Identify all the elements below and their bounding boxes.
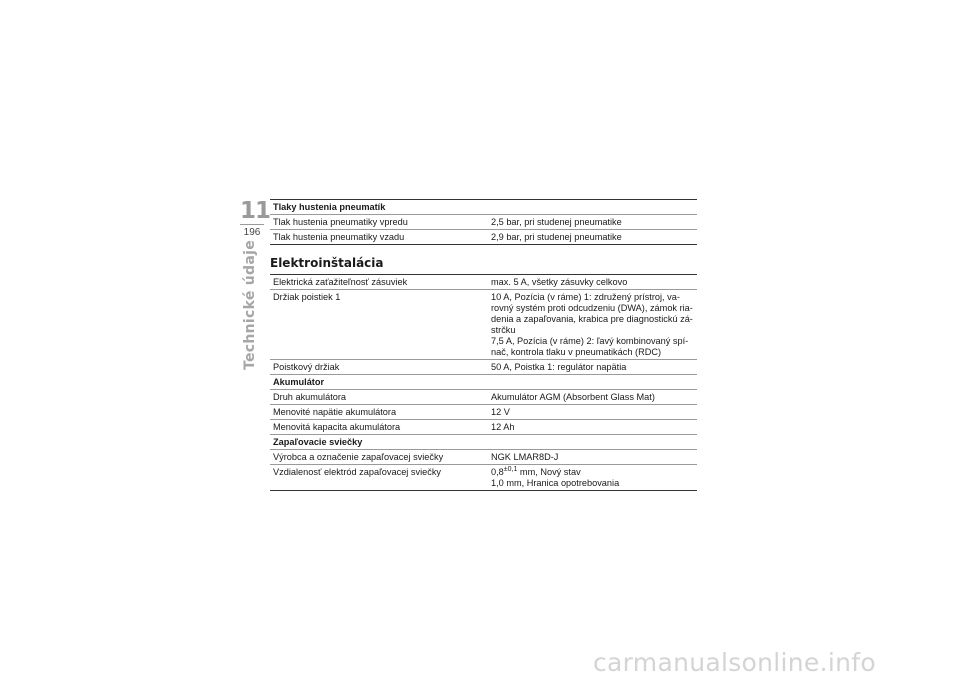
row-value: 2,9 bar, pri studenej pneumatike <box>488 230 697 245</box>
table-row <box>270 215 697 230</box>
table-row <box>270 230 697 245</box>
gap-wear-limit: 1,0 mm, Hranica opotrebovania <box>491 478 620 488</box>
battery-heading: Akumulátor <box>270 375 697 390</box>
row-label: Elektrická zaťažiteľnosť zásuviek <box>270 275 488 290</box>
row-value: max. 5 A, všetky zásuvky celkovo <box>488 275 697 290</box>
tire-pressure-heading: Tlaky hustenia pneumatík <box>270 200 697 215</box>
chapter-divider <box>240 224 264 225</box>
side-chapter-title: Technické údaje <box>242 239 258 371</box>
battery-heading-row <box>270 375 697 390</box>
row-label: Výrobca a označenie zapaľovacej sviečky <box>270 450 488 465</box>
electrical-table <box>270 274 697 491</box>
row-label: Druh akumulátora <box>270 390 488 405</box>
table-row <box>270 360 697 375</box>
row-value: 12 Ah <box>488 420 697 435</box>
spark-plug-heading-row <box>270 435 697 450</box>
chapter-marker <box>240 198 271 238</box>
row-value: Akumulátor AGM (Absorbent Glass Mat) <box>488 390 697 405</box>
spark-plug-heading: Zapaľovacie sviečky <box>270 435 697 450</box>
row-label: Menovité napätie akumulátora <box>270 405 488 420</box>
row-value: 50 A, Poistka 1: regulátor napätia <box>488 360 697 375</box>
table-row <box>270 290 697 360</box>
spec-content <box>270 199 697 491</box>
row-value: NGK LMAR8D-J <box>488 450 697 465</box>
watermark: carmanualsonline.info <box>593 648 876 677</box>
gap-tolerance: ±0,1 <box>503 465 518 473</box>
gap-value-rest: mm, Nový stav <box>517 467 581 477</box>
gap-value-base: 0,8 <box>491 467 504 477</box>
row-label: Poistkový držiak <box>270 360 488 375</box>
table-row <box>270 450 697 465</box>
section-title-electrical: Elektroinštalácia <box>270 256 384 270</box>
tire-pressure-heading-row <box>270 200 697 215</box>
row-label: Držiak poistiek 1 <box>270 290 488 360</box>
row-value: 2,5 bar, pri studenej pneumatike <box>488 215 697 230</box>
chapter-number: 11 <box>240 198 271 224</box>
table-row <box>270 275 697 290</box>
row-label: Menovitá kapacita akumulátora <box>270 420 488 435</box>
row-label: Vzdialenosť elektród zapaľovacej sviečky <box>270 465 488 491</box>
table-row <box>270 465 697 491</box>
tire-pressure-table <box>270 199 697 245</box>
page-number: 196 <box>243 227 261 238</box>
row-value: 10 A, Pozícia (v ráme) 1: združený prístroj, va- rovný systém proti odcudzeniu (DWA), zámok ria- denia a zapaľovania, krabica pre diagnostickú zá- strčku 7,5 A, Pozícia (v ráme) 2: ľavý kombinovaný spí- nač, kontrola tlaku v pneumatikách (RDC) <box>488 290 697 360</box>
row-value <box>488 465 697 491</box>
table-row <box>270 390 697 405</box>
row-label: Tlak hustenia pneumatiky vzadu <box>270 230 488 245</box>
row-label: Tlak hustenia pneumatiky vpredu <box>270 215 488 230</box>
table-row <box>270 405 697 420</box>
row-value: 12 V <box>488 405 697 420</box>
table-row <box>270 420 697 435</box>
